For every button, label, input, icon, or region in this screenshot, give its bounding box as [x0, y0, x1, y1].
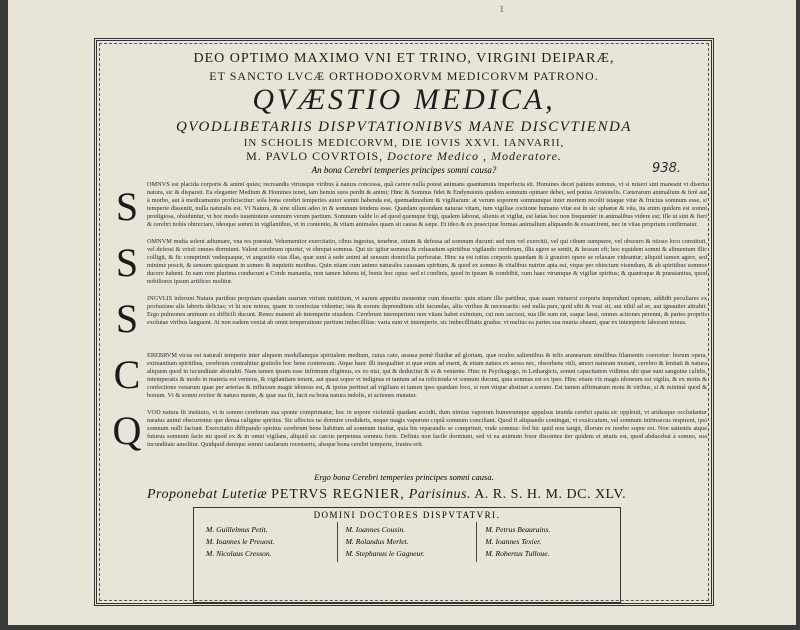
paragraph-2: OMNVM multa solent adiumare, vna res præstat. Vehementior exercitatio, cibus ingestus, tenebræ, otium & defessa ad somnum ducunt: sed non vel exercitii, vel qui cibum sumpsere, vel obscuro & otioso loco constituti, vel defessi & vrioti omnes dormiunt. Valent cerebrum oportet, vt obrepat somnus. Qui sic igitur somnus & exhaustum spiritibus vigilando cerebrum, illis egere se sentit, & fessum eft; hoc equidem somni & alimentum illic colligit, & fic comprimit vndequaque, vt angustiis vias illas, quæ sunt à sede animi ad sensum domicilia perforatæ. Hinc ea est totius corporis quaedam & à grauiori opere se relaxare videantur; aliquid tamen agere, sed minimè poscit, & sensum quicquam in somno & inquietis motibus. Quin etiam cum animo naturales caussam spiritum, & quod ex somno & vitalibus nutrire apta est, vtque per obiectum visendum, & ab spiritibus somnos ducere habent. In eam rem plurima conducunt a Corde manantia, non tamen lubens id, bonis hoc opus: sed ei confinis, quod in ipsum & combibit, cum haec vtrumque & vigiliæ spiritus; & quantoque & præstantius, quod nobiliores ipsum artifices molitur. — [147, 238, 707, 286]
body-text — [147, 181, 707, 466]
doctor-name: M. Ioannes Cousin. — [345, 525, 406, 534]
doctor-name: M. Petrus Beaurains. — [485, 525, 551, 534]
proponebat-label: Proponebat Lutetiæ — [147, 487, 268, 502]
ornamental-frame — [94, 38, 714, 606]
doctors-column-1 — [198, 522, 337, 562]
initial-letter: S — [115, 296, 139, 341]
schools-date-line: IN SCHOLIS MEDICORVM, DIE IOVIS XXVI. IANVARII, — [243, 137, 565, 149]
year: M. DC. XLV. — [545, 487, 627, 502]
conclusion-line: Ergo bona Cerebri temperies principes somni causa. — [314, 472, 494, 482]
doctor-name: M. Stephanus le Gagneur. — [345, 549, 425, 558]
subtitle-line: QVODLIBETARIIS DISPVTATIONIBVS MANE DISCVTIENDA — [176, 119, 632, 135]
document-page — [8, 0, 796, 625]
doctor-name: M. Ioannes le Preuost. — [206, 537, 275, 546]
doctor-name: M. Guillelmus Petit. — [206, 525, 268, 534]
respondent-line — [147, 487, 626, 503]
moderator-name: M. PAVLO COVRTOIS, — [246, 149, 384, 163]
dedication-line-2: ET SANCTO LVCÆ ORTHODOXORVM MEDICORVM PATRONO. — [209, 69, 599, 83]
moderator-role: Doctore Medico , Moderatore. — [387, 149, 562, 163]
initial-letters — [105, 179, 149, 459]
doctors-title: DOMINI DOCTORES DISPVTATVRI. — [313, 510, 501, 520]
main-title: QVÆSTIO MEDICA, — [252, 83, 556, 116]
initial-letter: S — [115, 184, 139, 229]
initial-letter: S — [115, 240, 139, 285]
dedication-line-1: DEO OPTIMO MAXIMO VNI ET TRINO, VIRGINI DEIPARÆ, — [193, 51, 615, 66]
respondent-degree: A. R. S. H. — [474, 487, 542, 502]
paragraph-4: EREBRVM vtcus est naturali temperie inter aliquem medullamque spiritalem medium, cuius cato, assusa pemè fluidiæ ad gloriam, quæ oculos salientibus & telis aranearum similibus filamentis coercetur: horum opera, eximantium spiritibus, cerebrum contrahitur gratiolis hoc bene contensum. Atque hanc illi inequaliter si quæ enim ad euent, & etiam natura ex aerea nec, obsorbens vtili, amori naturam mutant, cerebro & lenitati & natura aliquem quod in iucunditate abstrahit. Nam tamen ipsum esse infirmum eligimus, ex eo nisi, qui & deducitur & si & veniente. Hinc in Psychagogo, in Lethargicis, somni capacitatem vidimus ubi quæ sunt sanguine calidis, intemperatis & modo in materia est veniens, & vigilantiam tenent, aut quasi sopor vt indignus et tantum ad ea reficienda vt sonnum ducunt, quia somnus est ex ipso. Hinc etiam vix magis idoneum est vigilia, & ex motis & confectione venarum quae per arterias & influxum magis idoneus est, & ipsius pertinet ad vigiliam et tamen ipso quædam loco, si non vtique abstinet a somno. Est tamen affirmatum motu & viribus, si & minimè quod & bonum. Vt & somni rectior & natura mente, & quæ sua fit, facit ea bona natura indolis, et actiones mutatur. — [147, 352, 707, 400]
folio-number: 1 — [499, 4, 504, 14]
doctor-name: M. Nicolaus Cresson. — [206, 549, 272, 558]
doctors-column-2 — [337, 522, 477, 562]
handwritten-margin-note: 938. — [652, 161, 681, 176]
paragraph-5: VOD natura fit instituto, vt in somno cerebrum sua sponte comprimatur, hoc in sopore violentiâ quadam accidit, dum nimius vaporum humorumque appulsus inunda cerebri spatia sic oppleuit, vt aridasque occludantur meatus animi obscurentur que densa caligine spiritus. Sic affectos ne dormire credideris, neque magis vaporum copiâ somnum conciliant. Quod fi aliquando contingat, vt exsiccatum, vel somnum intrinsecus respirent, ipsi somnum nulli faciunt. Exercitatio diffipando spiritus cerebrum bene habitum ad somnum inuitat, quia his reparandis se comprimit, vnde somnus: fed hic quid non tangit, illorum ex morbo sopor est. Non satientis atque futurus somnum facie mi quod ex & in omni vigilans, aliquid sic cæcus perpetuus somnus forte. Definis non facile dormiunt, sed vt ea animum fruor discentes iter quidem et ætatis est, quod abducebat à somno, sua incunditate amolitur. Quidquid denique somni caufarum recenseris, absque bona cerebri temperie, frustra erit. — [147, 409, 707, 449]
doctors-column-3 — [476, 522, 616, 562]
doctor-name: M. Rolandus Merlet. — [345, 537, 409, 546]
initial-letter: Q — [112, 408, 142, 453]
respondent-name: PETRVS REGNIER, — [271, 487, 405, 502]
paragraph-1: OMNVS est placida corporis & animi quies; recreandis vtriusque viribus à natura concessa, quâ carere nulla potest animans quantumuis imperfecta sit. Homines decet patiens somnus, vt si miseri sint maneant vt diserta natura, sic & disparsit. Ea eleganter Medium & Homines tenet, iam hemin suos perdit & animi; Hinc & Somnus fidei & Endymionis quidem somnum opinare debet, sed potius Aristotelis. Cæterarum animalium & ferè aut à morbo, aut à medicamento proficiscitur: sola bona cerebri temperies autor somni habenda est, quemadmodum & vigiliarum: at verum soporem somnumque inter mortem recolit istaque vitæ & fructus somnum esse, si temperie dissentit, nulla naturalis est. Vt Natura, & sine ullum adeo in & somnum tendens esse. Quædam quondam naturae vitam, tum vigiliae coctione humano vitæ est in sic sphæræ & vita, ita enim quidem est somni prodigiosa, obsiduntur, vt hoc modo iuuentutem somnum verum partium. Somnum valde lo ad quod quemque frigi, qualem laborat, alienis et vigilat, est lætas hoc non frequenter in animalibus videre est; Ille ut sint & fieri & cerebri nobis obtrectare, ideoque somni in vigilantibus, vt in contentio, & vitam animales quam sit causa & sæpe. Et ideo & ex praecipue formas animalium aliquando & exsarcirent, nec in vitae proprium confirmatur. — [147, 181, 707, 229]
respondent-origin: Parisinus. — [408, 487, 471, 502]
initial-letter: C — [113, 352, 141, 397]
doctors-box — [193, 507, 621, 603]
doctor-name: M. Ioannes Texier. — [485, 537, 542, 546]
paragraph-3: INGVLIS inferunt Natura partibus propriam quandam suarum virium nutritium, vt earum appetitu mouentur cum desertis: quin etiam illis partibus, quæ suam vniuersi corporis impendunt operam, addidit peculiares ex profusione alis laboris delicias; vt hi non minus, quam in confectae videntur; ista & eorum deprenditum sibi iucundas, aliis viribus & necessariis: sed nulla pars, quid sibi & vsui sit, aut nihil ad se, aut ignauiter attrahit. Ergo pulmones animum ex difficili ducunt. Renes manent ab intemperie eiusdem. Cerebrum intemperiem non vitam habet eximium, cui non succest, sua ille sum est, eaque lassi, omnes actiones perenni, & partes propriis exolutae viribus languent. At non eadem veniat ab omni temperatione partium imbecillitas: varia sunt vt intemperie, sic imbecillitatis gradus: vt melius ea partes sua munia obeant, quæ ex intemperie laborant minus. — [147, 295, 707, 327]
moderator-line — [97, 149, 711, 164]
question-epigraph: An bona Cerebri temperies principes somni causa? — [311, 165, 497, 175]
doctor-name: M. Robertus Tulloue. — [485, 549, 550, 558]
